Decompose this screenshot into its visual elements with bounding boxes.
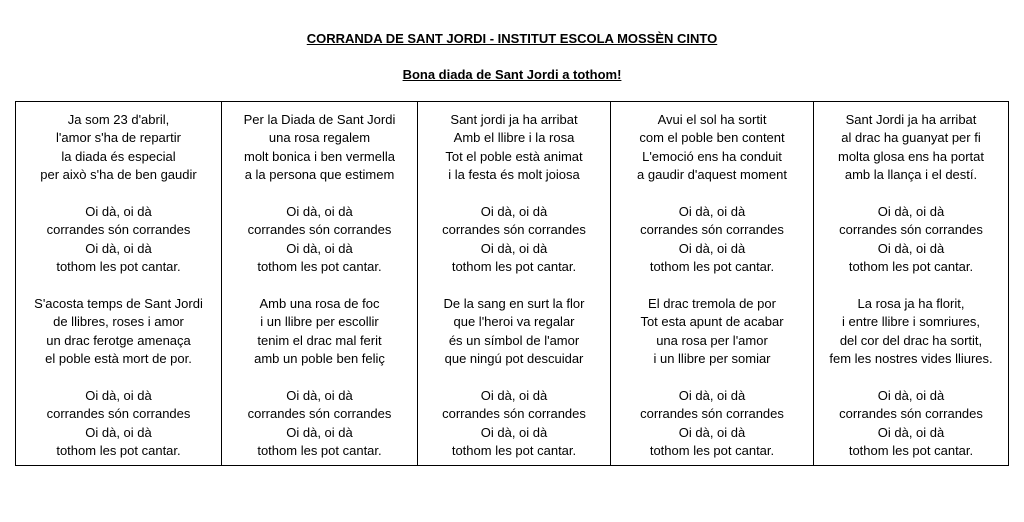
poem-line: un drac ferotge amenaça [46,332,191,348]
poem-line: tothom les pot cantar. [848,443,974,459]
poem-line: Amb una rosa de foc [259,296,380,312]
poem-line: és un símbol de l'amor [448,332,580,348]
poem-column-3 [418,102,611,465]
poem-column-2 [222,102,418,465]
poem-line: molt bonica i ben vermella [243,148,396,164]
poem-line: Oi dà, oi dà [480,240,548,256]
poem-line: corrandes són corrandes [640,222,784,238]
poem-line: Oi dà, oi dà [286,424,353,440]
poem-line: que l'heroi va regalar [453,314,575,330]
chorus-stanza [16,387,221,461]
poem-line: i entre llibre i somriures, [842,314,980,330]
poem-line: una rosa per l'amor [656,332,768,348]
poem-line: tenim el drac mal ferit [257,332,382,348]
poem-line: Amb el llibre i la rosa [453,130,575,146]
poem-line: la diada és especial [61,148,176,164]
poem-line: S'acosta temps de Sant Jordi [34,296,203,312]
verse-stanza [611,295,813,369]
poem-line: De la sang en surt la flor [443,296,585,312]
poem-line: Oi dà, oi dà [678,388,746,404]
poem-line: Sant Jordi ja ha arribat [845,112,977,127]
verse-stanza [222,295,417,369]
poem-line: Avui el sol ha sortit [657,112,767,127]
poem-line: i la festa és molt joiosa [448,167,580,183]
poem-line: Oi dà, oi dà [286,240,353,256]
poem-line: El drac tremola de por [648,296,776,312]
poem-line: que ningú pot descuidar [444,351,584,367]
poem-line: Oi dà, oi dà [480,204,548,220]
chorus-stanza [814,387,1008,461]
poem-line: Oi dà, oi dà [877,424,945,440]
poem-line: Sant jordi ja ha arribat [450,112,578,127]
poem-line: tothom les pot cantar. [649,443,775,459]
poem-line: Oi dà, oi dà [286,204,353,220]
verse-stanza [16,111,221,185]
chorus-stanza [222,203,417,277]
poem-line: Oi dà, oi dà [877,204,945,220]
chorus-stanza [222,387,417,461]
poem-line: Oi dà, oi dà [85,388,152,404]
verse-stanza [418,111,610,185]
poem-line: a la persona que estimem [244,167,395,183]
poem-line: corrandes són corrandes [442,406,586,422]
poem-table [15,101,1009,466]
chorus-stanza [611,387,813,461]
poem-line: corrandes són corrandes [640,406,784,422]
chorus-stanza [418,203,610,277]
poem-line: corrandes són corrandes [839,406,983,422]
poem-line: tothom les pot cantar. [56,259,181,275]
poem-line: a gaudir d'aquest moment [637,167,787,183]
poem-line: tothom les pot cantar. [257,259,382,275]
poem-line: Oi dà, oi dà [480,424,548,440]
poem-line: de llibres, roses i amor [53,314,184,330]
poem-line: La rosa ja ha florit, [857,296,965,312]
poem-line: com el poble ben content [639,130,785,146]
poem-column-5 [814,102,1008,465]
chorus-stanza [814,203,1008,277]
verse-stanza [222,111,417,185]
chorus-stanza [16,203,221,277]
poem-line: Oi dà, oi dà [85,204,152,220]
poem-line: al drac ha guanyat per fi [841,130,981,146]
poem-line: tothom les pot cantar. [451,443,577,459]
verse-stanza [16,295,221,369]
document-title: CORRANDA DE SANT JORDI - INSTITUT ESCOLA MOSSÈN CINTO [306,31,718,46]
poem-line: Tot esta apunt de acabar [640,314,784,330]
poem-line: l'amor s'ha de repartir [56,130,181,146]
verse-stanza [418,295,610,369]
poem-line: del cor del drac ha sortit, [839,332,983,348]
poem-line: tothom les pot cantar. [649,259,775,275]
poem-line: corrandes són corrandes [247,406,392,422]
poem-line: Ja som 23 d'abril, [67,112,170,127]
poem-line: Oi dà, oi dà [85,424,152,440]
poem-column-4 [611,102,814,465]
verse-stanza [814,295,1008,369]
poem-line: fem les nostres vides lliures. [829,351,993,367]
poem-line: Oi dà, oi dà [480,388,548,404]
poem-line: Oi dà, oi dà [877,240,945,256]
poem-line: una rosa regalem [268,130,371,146]
poem-line: corrandes són corrandes [46,222,191,238]
poem-line: tothom les pot cantar. [257,443,382,459]
poem-line: tothom les pot cantar. [56,443,181,459]
chorus-stanza [418,387,610,461]
chorus-stanza [611,203,813,277]
poem-line: molta glosa ens ha portat [838,148,984,164]
verse-stanza [814,111,1008,185]
poem-line: el poble està mort de por. [45,351,192,367]
poem-line: Per la Diada de Sant Jordi [243,112,396,127]
poem-line: Oi dà, oi dà [286,388,353,404]
poem-line: L'emoció ens ha conduit [642,148,782,164]
poem-line: corrandes són corrandes [247,222,392,238]
poem-line: corrandes són corrandes [839,222,983,238]
poem-line: Oi dà, oi dà [877,388,945,404]
poem-line: per això s'ha de ben gaudir [40,167,197,183]
poem-line: Tot el poble està animat [445,148,583,164]
poem-line: Oi dà, oi dà [85,240,152,256]
poem-column-1 [16,102,222,465]
poem-line: corrandes són corrandes [442,222,586,238]
poem-line: corrandes són corrandes [46,406,191,422]
poem-line: i un llibre per somiar [653,351,771,367]
poem-line: Oi dà, oi dà [678,204,746,220]
poem-line: amb la llança i el destí. [844,167,978,183]
document-subtitle: Bona diada de Sant Jordi a tothom! [402,67,622,82]
poem-line: tothom les pot cantar. [451,259,577,275]
poem-line: Oi dà, oi dà [678,424,746,440]
poem-line: Oi dà, oi dà [678,240,746,256]
poem-line: amb un poble ben feliç [254,351,385,367]
poem-line: i un llibre per escollir [260,314,379,330]
verse-stanza [611,111,813,185]
poem-line: tothom les pot cantar. [848,259,974,275]
